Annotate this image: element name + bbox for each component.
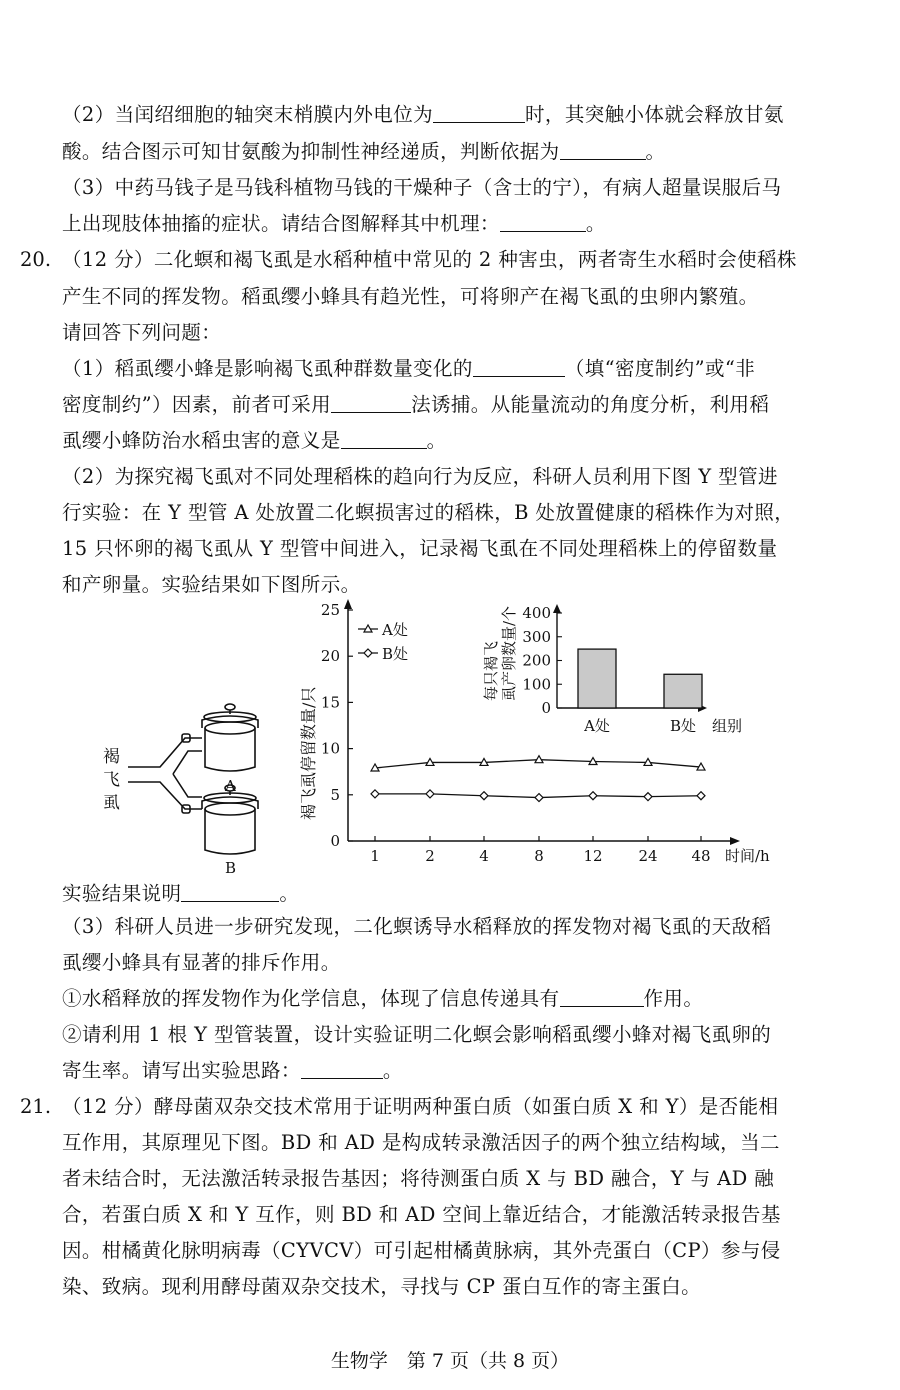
bar-b (664, 674, 702, 708)
bar-y-axis-arrow (553, 604, 561, 613)
text: （2）当闰绍细胞的轴突末梢膜内外电位为 (62, 103, 434, 126)
q20-sub3-line-2: 虱缨小蜂具有显著的排斥作用。 (62, 951, 341, 974)
y-tick-label: 20 (320, 647, 340, 666)
q20-sub3-line-4: ②请利用 1 根 Y 型管装置，设计实验证明二化螟会影响稻虱缨小蜂对褐飞虱卵的 (62, 1023, 772, 1046)
answer-blank[interactable] (433, 104, 525, 123)
bar-x-axis-label: 组别 (712, 717, 743, 735)
text: 。 (426, 429, 447, 452)
text: （填“密度制约”或“非 (564, 357, 756, 380)
legend-marker (364, 649, 372, 657)
question-number-21: 21. (20, 1095, 52, 1118)
text: 。 (645, 140, 666, 163)
x-tick-label: 12 (583, 847, 603, 865)
bar-a (578, 649, 616, 708)
answer-blank[interactable] (473, 358, 565, 377)
q21-line-3: 者未结合时，无法激活转录报告基因；将待测蛋白质 X 与 BD 融合，Y 与 AD 融 (62, 1167, 775, 1190)
text: 时，其突触小体就会释放甘氨 (525, 103, 784, 126)
y-axis-arrow (344, 599, 352, 609)
jar-b-label: B (225, 859, 237, 877)
text: 作用。 (643, 987, 704, 1010)
legend-label: A处 (382, 621, 408, 639)
bar-category-label: A处 (584, 717, 610, 735)
data-point-b (371, 790, 379, 798)
q21-line-5: 因。柑橘黄化脉明病毒（CYVCV）可引起柑橘黄脉病，其外壳蛋白（CP）参与侵 (62, 1239, 781, 1262)
bar-y-tick-label: 300 (522, 627, 551, 646)
text: 法诱捕。从能量流动的角度分析，利用稻 (411, 393, 770, 416)
q20-sub2-line-2: 行实验：在 Y 型管 A 处放置二化螟损害过的稻株，B 处放置健康的稻株作为对照， (62, 501, 795, 524)
text: 。 (585, 212, 606, 235)
q20-sub3-line-1: （3）科研人员进一步研究发现，二化螟诱导水稻释放的挥发物对褐飞虱的天敌稻 (62, 915, 772, 938)
answer-blank[interactable] (331, 394, 411, 413)
q21-line-4: 合，若蛋白质 X 和 Y 互作，则 BD 和 AD 空间上靠近结合，才能激活转录报告基 (62, 1203, 781, 1226)
jar-a-label: A (225, 777, 236, 795)
text: 寄生率。请写出实验思路： (62, 1059, 301, 1082)
bar-y-tick-label: 100 (522, 675, 551, 694)
data-point-b (426, 790, 434, 798)
y-tick-label: 15 (320, 693, 340, 712)
q20-line-3: 请回答下列问题： (62, 321, 222, 344)
answer-blank[interactable] (341, 430, 427, 449)
x-tick-label: 4 (479, 847, 489, 865)
question-number-20: 20. (20, 248, 52, 271)
page-footer: 生物学 第 7 页（共 8 页） (330, 1350, 570, 1372)
q19-line-3: （3）中药马钱子是马钱科植物马钱的干燥种子（含士的宁），有病人超量误服后马 (62, 176, 782, 199)
x-tick-label: 1 (370, 847, 380, 865)
text: 上出现肢体抽搐的症状。请结合图解释其中机理： (62, 212, 500, 235)
text: 酸。结合图示可知甘氨酸为抑制性神经递质，判断依据为 (62, 140, 560, 163)
text: 虱缨小蜂防治水稻虫害的意义是 (62, 429, 341, 452)
answer-blank[interactable] (560, 988, 644, 1007)
y-tube-apparatus (103, 704, 258, 877)
text: 实验结果说明 (62, 882, 182, 905)
text: ①水稻释放的挥发物作为化学信息，体现了信息传递具有 (62, 987, 560, 1010)
bar-y-axis-label-2: 虱产卵数量/个 (500, 605, 518, 701)
experiment-figure (0, 595, 900, 880)
q20-sub3-line-3 (62, 987, 703, 1011)
y-tube (128, 738, 202, 809)
text: 。 (382, 1059, 403, 1082)
q19-line-2 (62, 140, 665, 164)
answer-blank[interactable] (301, 1060, 383, 1079)
q20-sub1-line-2 (62, 393, 769, 417)
answer-blank[interactable] (181, 883, 279, 902)
x-tick-label: 8 (534, 847, 544, 865)
data-point-b (480, 792, 488, 800)
insect-label-1: 褐 (103, 747, 120, 767)
x-tick-label: 48 (691, 847, 711, 865)
data-point-b (589, 792, 597, 800)
q21-line-6: 染、致病。现利用酵母菌双杂交技术，寻找与 CP 蛋白互作的寄主蛋白。 (62, 1275, 702, 1298)
insect-label-2: 飞 (103, 770, 120, 790)
q20-line-2: 产生不同的挥发物。稻虱缨小蜂具有趋光性，可将卵产在褐飞虱的虫卵内繁殖。 (62, 285, 759, 308)
bar-y-tick-label: 0 (541, 699, 551, 717)
bar-y-tick-label: 200 (522, 651, 551, 670)
y-tick-label: 10 (320, 739, 340, 758)
bar-y-tick-label: 400 (522, 604, 551, 622)
q19-line-4 (62, 212, 606, 236)
x-axis-arrow (730, 837, 740, 845)
q20-sub2-line-4: 和产卵量。实验结果如下图所示。 (62, 573, 361, 596)
data-point-b (535, 794, 543, 802)
q20-sub2-line-1: （2）为探究褐飞虱对不同处理稻株的趋向行为反应，科研人员利用下图 Y 型管进 (62, 465, 778, 488)
legend-label: B处 (382, 645, 409, 663)
x-tick-label: 2 (425, 847, 435, 865)
text: 密度制约”）因素，前者可采用 (62, 393, 332, 416)
q20-sub1-line-3 (62, 429, 447, 453)
bar-y-axis-label-1: 每只褐飞 (482, 640, 500, 701)
jar-b (182, 785, 258, 854)
q20-result-line (62, 882, 299, 906)
x-axis-label: 时间/h (725, 847, 770, 865)
bar-category-label: B处 (669, 717, 697, 735)
y-tick-label: 25 (320, 601, 340, 619)
insect-label-3: 虱 (103, 793, 120, 813)
q19-line-1 (62, 103, 784, 127)
y-tick-label: 0 (330, 832, 340, 850)
y-axis-label: 褐飞虱停留数量/只 (299, 686, 318, 820)
text: 。 (279, 882, 300, 905)
bar-chart (482, 604, 742, 735)
q21-line-1: （12 分）酵母菌双杂交技术常用于证明两种蛋白质（如蛋白质 X 和 Y）是否能相 (62, 1095, 779, 1118)
x-tick-label: 24 (638, 847, 658, 865)
y-tick-label: 5 (330, 785, 340, 804)
q20-sub3-line-5 (62, 1059, 403, 1083)
answer-blank[interactable] (500, 213, 586, 232)
answer-blank[interactable] (560, 141, 646, 160)
data-point-b (644, 793, 652, 801)
data-point-b (697, 792, 705, 800)
text: （1）稻虱缨小蜂是影响褐飞虱种群数量变化的 (62, 357, 473, 380)
q20-sub2-line-3: 15 只怀卵的褐飞虱从 Y 型管中间进入，记录褐飞虱在不同处理稻株上的停留数量 (62, 537, 778, 560)
q21-line-2: 互作用，其原理见下图。BD 和 AD 是构成转录激活因子的两个独立结构域，当二 (62, 1131, 780, 1154)
q20-line-1: （12 分）二化螟和褐飞虱是水稻种植中常见的 2 种害虫，两者寄生水稻时会使稻株 (62, 248, 797, 271)
q20-sub1-line-1 (62, 357, 755, 381)
